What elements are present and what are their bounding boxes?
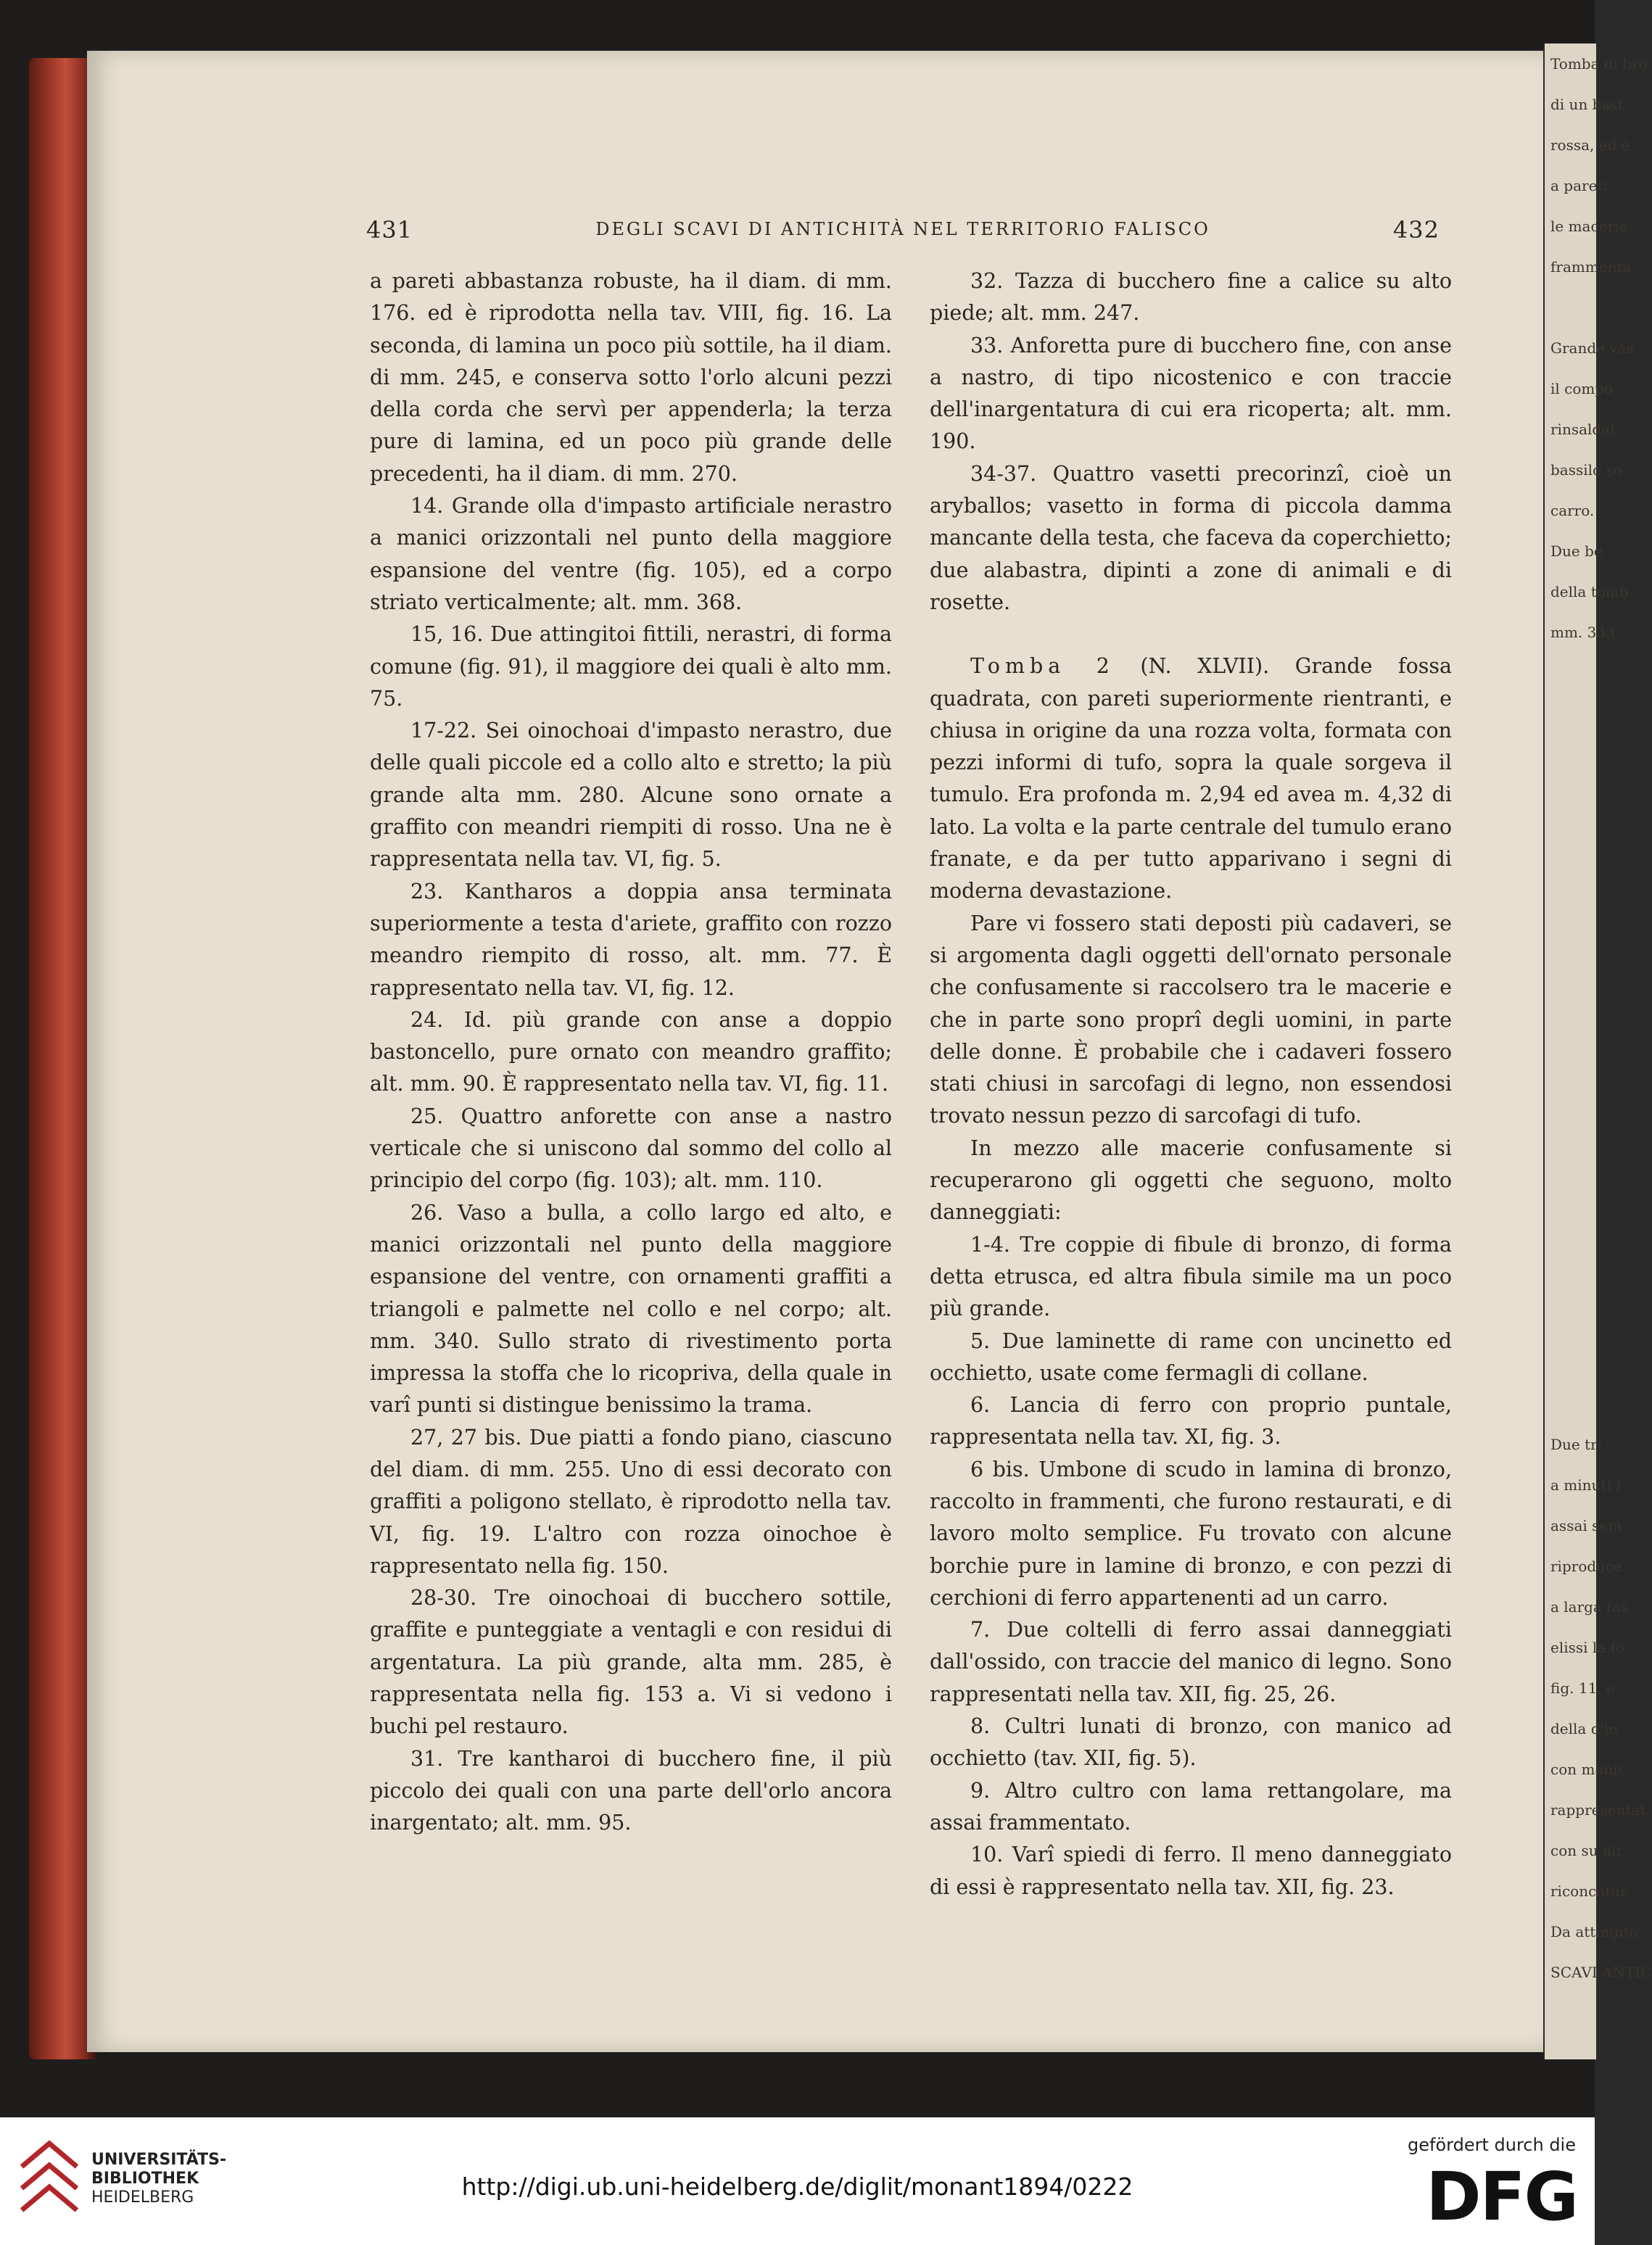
paragraph: 28-30. Tre oinochoai di bucchero sottile, graffite e punteggiate a ventagli e con residui di argentatura. La più grande, alta mm. 285, è rappresentata nella fig. 153 a. Vi si vedono i buchi pel restauro. (370, 1586, 892, 1739)
adjacent-page-fragment (1545, 734, 1596, 774)
paragraph: 17-22. Sei oinochoai d'impasto nerastro, due delle quali piccole ed a collo alto e stretto; la più grande alta mm. 280. Alcune sono ornate a graffito con meandri riempiti di rosso. Una ne è rappresentata nella tav. VI, fig. 5. (370, 719, 892, 872)
adjacent-page-fragment (1545, 1262, 1596, 1302)
tomba-heading: Tomba 2 (970, 654, 1115, 679)
paragraph: 33. Anforetta pure di bucchero fine, con anse a nastro, di tipo nicostenico e con traccie dell'inargentatura di cui era ricoperta; alt. mm. 190. (930, 333, 1452, 454)
paragraph: 5. Due laminette di rame con uncinetto ed occhietto, usate come fermagli di collane. (930, 1328, 1452, 1385)
dfg-logo: DFG (1426, 2158, 1577, 2236)
viewer-footer (0, 2117, 1595, 2245)
page-number-left: 431 (366, 216, 413, 244)
adjacent-page-fragment: bassilo so (1550, 461, 1622, 479)
adjacent-page-fragment (1545, 1059, 1596, 1099)
adjacent-page-fragment: a larga fas (1550, 1598, 1628, 1616)
adjacent-page-fragment: della tomb (1550, 583, 1629, 600)
adjacent-page-fragment (1545, 1384, 1596, 1424)
adjacent-page-fragment (1545, 693, 1596, 734)
paragraph: a pareti abbastanza robuste, ha il diam. di mm. 176. ed è riprodotta nella tav. VIII, fig. 16. La seconda, di lamina un poco più sottile, ha il diam. di mm. 245, e conserva sotto l'orlo alcuni pezzi della corda che servì per appenderla; la terza pure di lamina, ed un poco più grande delle precedenti, ha il diam. di mm. 270. (370, 269, 892, 486)
paragraph: In mezzo alle macerie confusamente si recuperarono gli oggetti che seguono, molto danneggiati: (930, 1136, 1452, 1225)
book-edge (29, 58, 96, 2059)
paragraph: 15, 16. Due attingitoi fittili, nerastri, di forma comune (fig. 91), il maggiore dei quali è alto mm. 75. (370, 622, 892, 711)
running-header (366, 216, 1440, 245)
adjacent-page-fragment (1545, 774, 1596, 815)
paragraph: 27, 27 bis. Due piatti a fondo piano, ciascuno del diam. di mm. 255. Uno di essi decorato con graffiti a poligono stellato, è riprodotto nella tav. VI, fig. 19. L'altro con rozza oinochoe è rappresentato nella fig. 150. (370, 1425, 892, 1578)
adjacent-page-fragment: le macerie (1550, 218, 1628, 235)
paragraph: 14. Grande olla d'impasto artificiale nerastro a manici orizzontali nel punto della maggiore espansione del ventre (fig. 105), ed a corpo striato verticalmente; alt. mm. 368. (370, 494, 892, 614)
paragraph: 25. Quattro anforette con anse a nastro verticale che si uniscono dal sommo del collo al principio del corpo (fig. 103); alt. mm. 110. (370, 1104, 892, 1193)
adjacent-page-fragment: il compo (1550, 380, 1614, 397)
paragraph: 6 bis. Umbone di scudo in lamina di bronzo, raccolto in frammenti, che furono restaurati, e di lavoro molto semplice. Fu trovato con alcune borchie pure in lamine di bronzo, e con pezzi di cerchioni di ferro appartenenti ad un carro. (930, 1457, 1452, 1610)
paragraph: 32. Tazza di bucchero fine a calice su alto piede; alt. mm. 247. (930, 269, 1452, 326)
adjacent-page-fragment: di un bast (1550, 96, 1624, 113)
adjacent-page-fragment: Due tri (1550, 1436, 1603, 1453)
adjacent-page-fragment: SCAVI ANTIC (1550, 1964, 1652, 1981)
funding-label: gefördert durch die (1408, 2135, 1576, 2155)
paragraph: 10. Varî spiedi di ferro. Il meno danneggiato di essi è rappresentato nella tav. XII, fig. 23. (930, 1843, 1452, 1899)
adjacent-page-fragment: frammenta (1550, 258, 1632, 276)
adjacent-page-fragment: riproduce (1550, 1558, 1623, 1575)
paragraph: 8. Cultri lunati di bronzo, con manico ad occhietto (tav. XII, fig. 5). (930, 1714, 1452, 1771)
paragraph: 26. Vaso a bulla, a collo largo ed alto, e manici orizzontali nel punto della maggiore espansione del ventre, con ornamenti graffiti a triangoli e palmette nel collo e nel corpo; alt. mm. 340. Sullo strato di rivestimento porta impressa la stoffa che lo ricopriva, della quale in varî punti si distingue benissimo la trama. (370, 1200, 892, 1418)
adjacent-page-fragment (1545, 1343, 1596, 1384)
adjacent-page-fragment: elissi la fo (1550, 1639, 1625, 1656)
paragraph: 1-4. Tre coppie di fibule di bronzo, di forma detta etrusca, ed altra fibula simile ma un poco più grande. (930, 1232, 1452, 1321)
tomba-text: (N. XLVII). Grande fossa quadrata, con pareti superiormente rientranti, e chiusa in origine da una rozza volta, formata con pezzi informi di tufo, sopra la quale sorgeva il tumulo. Era profonda m. 2,94 ed avea m. 4,32 di lato. La volta e la parte centrale del tumulo erano franate, e da per tutto apparivano i segni di moderna devastazione. (930, 654, 1452, 904)
library-name: UNIVERSITÄTS- BIBLIOTHEK HEIDELBERG (91, 2151, 227, 2207)
paragraph: 7. Due coltelli di ferro assai danneggiati dall'ossido, con traccie del manico di legno. Sono rappresentati nella tav. XII, fig. 25, 26. (930, 1618, 1452, 1706)
adjacent-page-fragment (1545, 1099, 1596, 1140)
right-column (930, 265, 1452, 1903)
permalink-url[interactable]: http://digi.ub.uni-heidelberg.de/diglit/monant1894/0222 (461, 2172, 1133, 2201)
adjacent-page-fragment (1545, 1302, 1596, 1343)
adjacent-page-fragment (1545, 856, 1596, 896)
adjacent-page-fragment (1545, 287, 1596, 328)
adjacent-page-fragment: riconcatur (1550, 1882, 1627, 1900)
tomba-paragraph (930, 650, 1452, 907)
adjacent-page-fragment: a minuti f (1550, 1476, 1622, 1494)
paragraph: 23. Kantharos a doppia ansa terminata superiormente a testa d'ariete, graffito con rozzo meandro riempito di rosso, alt. mm. 77. È rappresentato nella tav. VI, fig. 12. (370, 879, 892, 1000)
paragraph: 31. Tre kantharoi di bucchero fine, il più piccolo dei quali con una parte dell'orlo ancora inargentato; alt. mm. 95. (370, 1746, 892, 1835)
adjacent-page-fragment (1545, 896, 1596, 937)
adjacent-page-fragment: assai sem (1550, 1517, 1622, 1534)
adjacent-page-fragment: carro. (1550, 502, 1595, 519)
paragraph: 6. Lancia di ferro con proprio puntale, rappresentata nella tav. XI, fig. 3. (930, 1393, 1452, 1450)
adjacent-page-fragment: rossa, ed è (1550, 136, 1630, 154)
paragraph: 24. Id. più grande con anse a doppio bastoncello, pure ornato con meandro graffito; alt. mm. 90. È rappresentato nella tav. VI, fig. 11. (370, 1007, 892, 1096)
adjacent-page-fragment: rinsaldat (1550, 421, 1616, 438)
adjacent-page-fragment: Da attingito (1550, 1923, 1638, 1940)
adjacent-page-fragment: Grande vas (1550, 339, 1634, 357)
adjacent-page-fragment (1545, 1140, 1596, 1181)
adjacent-page-fragment: con manic (1550, 1761, 1626, 1778)
paragraph: Pare vi fossero stati deposti più cadaveri, se si argomenta dagli oggetti dell'ornato personale che confusamente si raccolsero tra le macerie e che in parte sono proprî degli uomini, in parte delle donne. È probabile che i cadaveri fossero stati chiusi in sarcofagi di legno, non essendosi trovato nessun pezzo di sarcofagi di tufo. (930, 911, 1452, 1128)
adjacent-page-fragment: rappresentat (1550, 1801, 1646, 1819)
adjacent-page-fragment (1545, 653, 1596, 693)
paragraph: 34-37. Quattro vasetti precorinzî, cioè un aryballos; vasetto in forma di piccola damma mancante della testa, che faceva da coperchietto; due alabastra, dipinti a zone di animali e di rosette. (930, 461, 1452, 614)
adjacent-page-fragment: a pareti (1550, 177, 1608, 194)
adjacent-page-fragment (1545, 1221, 1596, 1262)
adjacent-page-fragment (1545, 937, 1596, 977)
adjacent-page-fragment (1545, 1181, 1596, 1221)
adjacent-page-fragment: fig. 11, e (1550, 1679, 1615, 1697)
adjacent-page-fragment (1545, 977, 1596, 1018)
page-number-right: 432 (1392, 216, 1440, 244)
adjacent-page-fragment: della d'in (1550, 1720, 1619, 1737)
running-title: DEGLI SCAVI DI ANTICHITÀ NEL TERRITORIO FALISCO (595, 219, 1210, 239)
adjacent-page-fragment: con su alt (1550, 1842, 1622, 1859)
adjacent-page-strip (1543, 44, 1652, 2059)
adjacent-page-fragment: mm. 333 (1550, 624, 1615, 641)
adjacent-page-fragment (1545, 1018, 1596, 1059)
adjacent-page-fragment: Tomba di bro (1550, 55, 1648, 73)
adjacent-page-fragment: Due be (1550, 542, 1603, 560)
left-column (370, 265, 892, 1840)
adjacent-page-fragment (1545, 815, 1596, 856)
paragraph: 9. Altro cultro con lama rettangolare, ma assai frammentato. (930, 1778, 1452, 1835)
